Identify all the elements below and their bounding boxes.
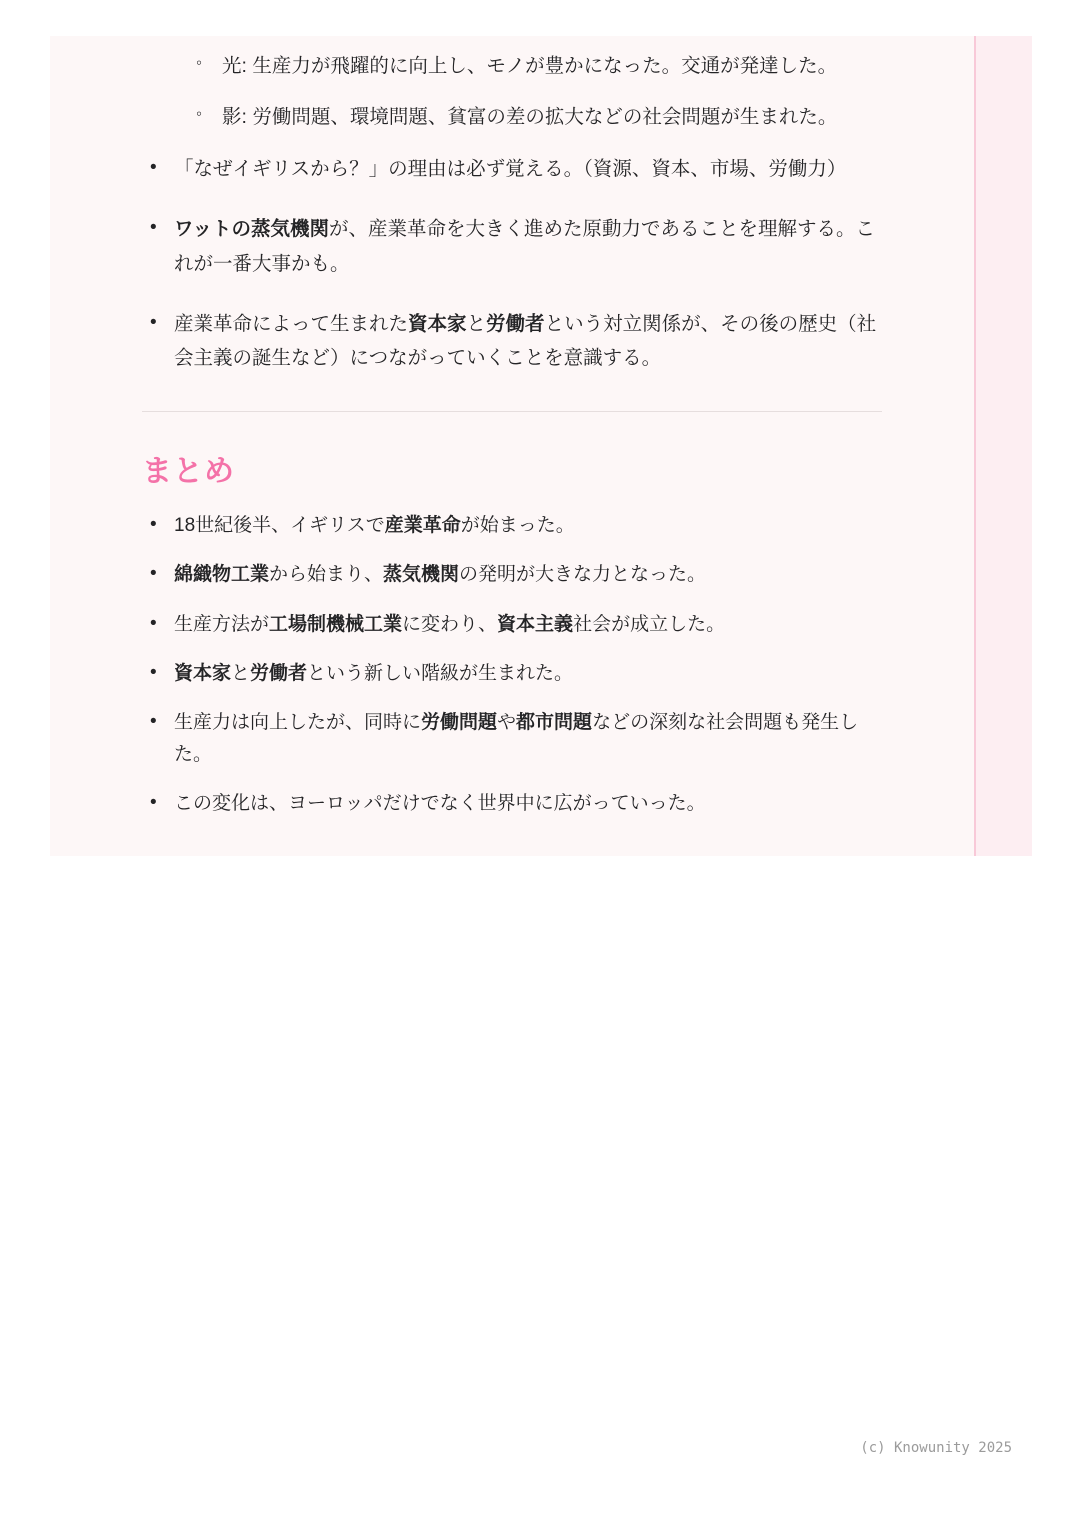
body-text: 「なぜイギリスから？」の理由は必ず覚える。（資源、資本、市場、労働力） [174,158,847,181]
summary-heading: まとめ [142,454,235,488]
section-divider [142,411,882,412]
list-item [142,212,882,280]
list-item [142,152,882,186]
emphasis-text: 労働者 [486,312,545,335]
emphasis-text: 蒸気機関 [383,564,460,586]
document-page [50,36,1032,856]
main-bullet-list [142,152,882,375]
sub-bullet-list [142,50,882,134]
body-text: が始まった。 [460,514,575,536]
emphasis-text: 資本家 [408,312,467,335]
emphasis-text: 資本主義 [497,613,574,635]
list-item [142,307,882,375]
list-item [142,609,882,640]
body-text: 社会が成立した。 [573,613,726,635]
body-text: や [497,712,517,734]
emphasis-text: ワットの蒸気機関 [174,218,330,241]
body-text: 生産方法が [174,613,270,635]
body-text: などの深刻な社会問題も発生した。 [174,712,859,765]
body-text: 18世紀後半、イギリスで [174,514,385,536]
copyright-footer: (c) Knowunity 2025 [860,1440,1012,1456]
body-text: という新しい階級が生まれた。 [307,662,574,684]
list-item [142,707,882,770]
body-text: が、産業革命を大きく進めた原動力であることを理解する。これが一番大事かも。 [174,218,876,275]
body-text: 産業革命によって生まれた [174,312,409,335]
list-item [142,559,882,590]
list-item [142,510,882,541]
body-text: この変化は、ヨーロッパだけでなく世界中に広がっていった。 [174,792,706,814]
emphasis-text: 綿織物工業 [174,564,270,586]
emphasis-text: 資本家 [174,662,232,684]
body-text: と [231,662,251,684]
emphasis-text: 産業革命 [384,514,461,536]
emphasis-text: 労働問題 [421,712,498,734]
list-item: ◦ 光: 生産力が飛躍的に向上し、モノが豊かになった。交通が発達した。 [190,50,882,83]
summary-list [142,510,882,819]
emphasis-text: 都市問題 [516,712,593,734]
list-item: ◦ 影: 労働問題、環境問題、貧富の差の拡大などの社会問題が生まれた。 [190,101,882,134]
body-text: に変わり、 [402,613,498,635]
body-text: の発明が大きな力となった。 [459,564,707,586]
page-content [50,36,1032,819]
body-text: と [466,312,487,335]
body-text: という対立関係が、その後の歴史（社会主義の誕生など）につながっていくことを意識する。 [174,312,877,369]
emphasis-text: 工場制機械工業 [269,613,403,635]
list-item [142,788,882,819]
emphasis-text: 労働者 [250,662,308,684]
body-text: 生産力は向上したが、同時に [174,712,422,734]
list-item [142,658,882,689]
body-text: から始まり、 [269,564,384,586]
